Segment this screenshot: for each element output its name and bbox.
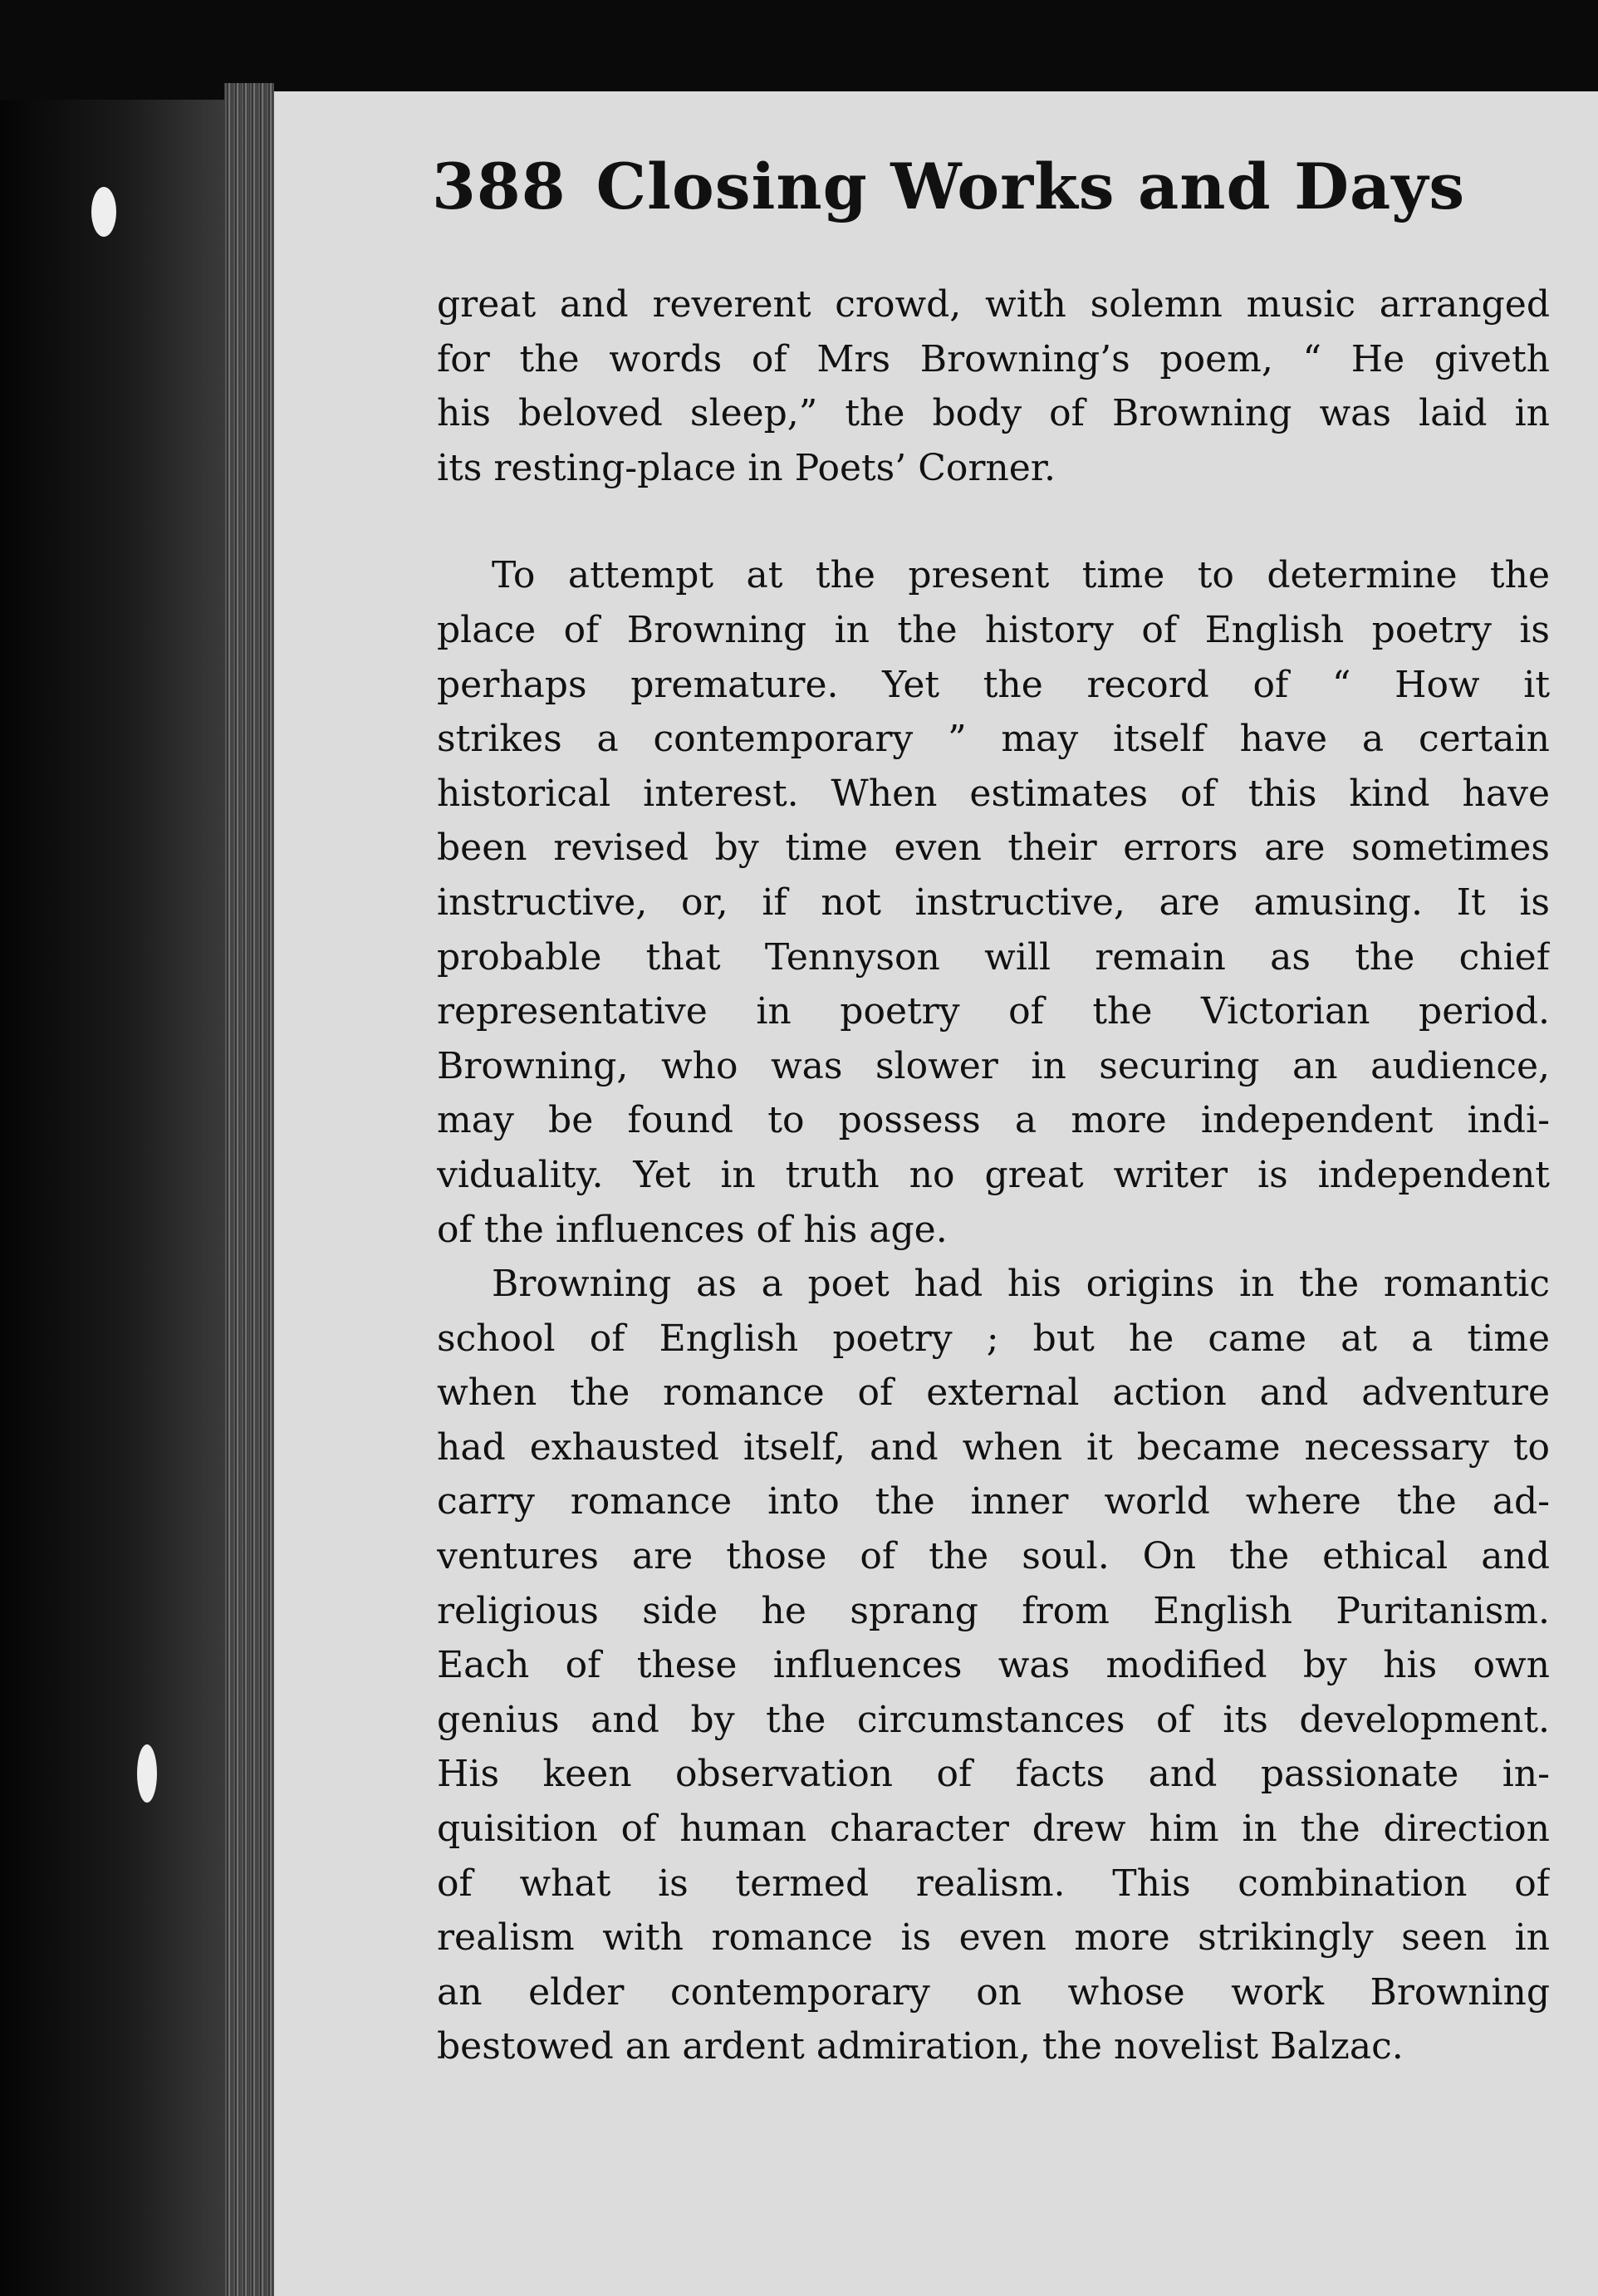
text-line: for the words of Mrs Browning’s poem, “ He giveth [437,337,1550,380]
text-line: probable that Tennyson will remain as the chief [437,935,1550,979]
text-line: great and reverent crowd, with solemn music arranged [437,283,1550,326]
text-line: of what is termed realism. This combination of [437,1862,1550,1905]
text-line: school of English poetry ; but he came at a time [437,1317,1550,1360]
text-line: ventures are those of the soul. On the ethical and [437,1535,1550,1578]
page-edges [224,83,274,2296]
text-line: been revised by time even their errors are sometimes [437,827,1550,870]
running-head-title: Closing Works and Days [596,150,1466,223]
text-line: bestowed an ardent admiration, the novelist Balzac. [437,2025,1404,2068]
text-line: of the influences of his age. [437,1208,948,1251]
text-line: Each of these influences was modified by his own [437,1644,1550,1687]
paragraph [437,1257,1550,2074]
text-line: Browning as a poet had his origins in the romantic [492,1263,1550,1306]
body-text [437,277,1550,2074]
text-line: place of Browning in the history of English poetry is [437,608,1550,651]
page-number: 388 [432,150,566,223]
paragraph [437,277,1550,495]
text-line: Browning, who was slower in securing an audience, [437,1044,1550,1087]
text-line: genius and by the circumstances of its development. [437,1698,1550,1741]
text-line: realism with romance is even more strikingly seen in [437,1916,1550,1960]
text-line: quisition of human character drew him in the direction [437,1808,1550,1851]
text-line: his beloved sleep,” the body of Browning was laid in [437,392,1550,435]
binding-shadow [0,100,224,2296]
text-line: when the romance of external action and adventure [437,1371,1550,1415]
text-line: historical interest. When estimates of this kind have [437,772,1550,815]
paragraph-gap [437,495,1550,548]
paragraph [437,548,1550,1257]
running-header [432,150,1465,223]
text-line: religious side he sprang from English Puritanism. [437,1589,1550,1632]
text-line: may be found to possess a more independent indi- [437,1099,1550,1142]
text-line: an elder contemporary on whose work Browning [437,1970,1550,2014]
scan-speck [91,187,116,237]
text-line: viduality. Yet in truth no great writer is independent [437,1153,1550,1196]
text-line: perhaps premature. Yet the record of “ How it [437,663,1550,706]
text-line: strikes a contemporary ” may itself have a certain [437,718,1550,761]
text-line: had exhausted itself, and when it became necessary to [437,1425,1550,1469]
text-line: His keen observation of facts and passionate in- [437,1753,1550,1796]
text-line: its resting-place in Poets’ Corner. [437,446,1056,489]
scan-speck [137,1744,157,1803]
text-line: instructive, or, if not instructive, are amusing. It is [437,881,1550,924]
text-line: carry romance into the inner world where the ad- [437,1480,1550,1523]
text-line: To attempt at the present time to determine the [492,554,1550,597]
text-line: representative in poetry of the Victorian period. [437,990,1550,1033]
